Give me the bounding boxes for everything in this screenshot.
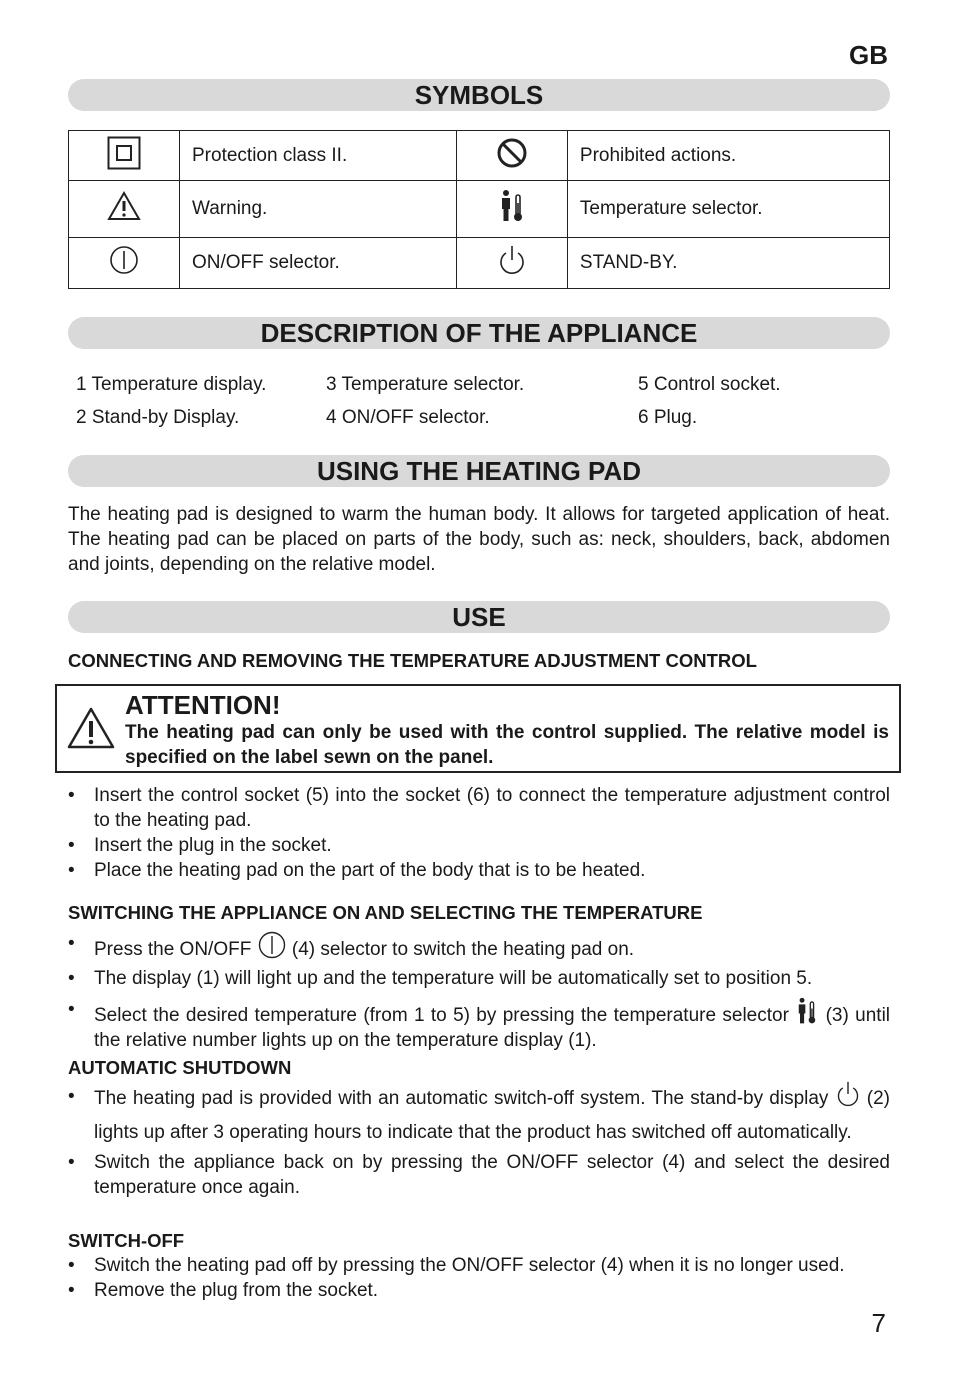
list-text: (3) until the relative number lights up on the temperature display (1).: [94, 1005, 891, 1051]
list-text: (2) lights up after 3 operating hours to indicate that the product has switched off automatically.: [94, 1088, 891, 1143]
symbol-cell: [456, 181, 567, 238]
using-description: The heating pad is designed to warm the human body. It allows for targeted application of heat. The heating pad can be placed on parts of the body, such as: neck, shoulders, back, abdomen and joints, depending on the relative model.: [68, 504, 890, 575]
section-title-use: USE: [68, 601, 890, 633]
temperature-selector-icon: [499, 189, 525, 223]
list-item: • Place the heating pad on the part of the body that is to be heated.: [68, 858, 890, 883]
shutdown-list: [68, 1080, 890, 1200]
attention-box: [55, 684, 901, 773]
part-item: 6 Plug.: [638, 407, 698, 428]
warning-icon: [107, 191, 141, 221]
symbol-cell: [456, 131, 567, 181]
subheading-shutdown: AUTOMATIC SHUTDOWN: [68, 1057, 292, 1078]
subheading-switching: SWITCHING THE APPLIANCE ON AND SELECTING THE TEMPERATURE: [68, 902, 703, 923]
standby-icon: [497, 244, 527, 276]
on-off-icon: [257, 931, 287, 959]
symbols-table: [68, 130, 890, 289]
temperature-selector-icon: [795, 997, 819, 1025]
subheading-switchoff: SWITCH-OFF: [68, 1230, 185, 1251]
list-text: The heating pad is provided with an automatic switch-off system. The stand-by display: [94, 1088, 829, 1109]
list-item: [68, 1080, 890, 1150]
page-number: 7: [871, 1308, 886, 1338]
subheading-connecting: CONNECTING AND REMOVING THE TEMPERATURE ADJUSTMENT CONTROL: [68, 650, 757, 671]
symbol-label: ON/OFF selector.: [180, 238, 457, 289]
symbol-cell: [456, 238, 567, 289]
list-item: • Insert the control socket (5) into the socket (6) to connect the temperature adjustment control to the heating pad.: [68, 783, 890, 833]
list-item: [68, 931, 890, 962]
list-text: Select the desired temperature (from 1 to 5) by pressing the temperature selector: [94, 1005, 789, 1026]
prohibited-icon: [496, 137, 528, 169]
warning-icon: [66, 706, 116, 750]
attention-text: The heating pad can only be used with the control supplied. The relative model is specified on the label sewn on the panel.: [125, 722, 889, 768]
section-title-symbols: SYMBOLS: [68, 79, 890, 111]
part-item: 5 Control socket.: [638, 374, 781, 395]
list-item: • Insert the plug in the socket.: [68, 833, 890, 858]
switchoff-list: [68, 1253, 890, 1303]
list-item: • Switch the heating pad off by pressing the ON/OFF selector (4) when it is no longer used.: [68, 1253, 890, 1278]
symbol-cell: [69, 131, 180, 181]
part-item: 1 Temperature display.: [76, 374, 267, 395]
list-item: • The display (1) will light up and the temperature will be automatically set to position 5.: [68, 966, 890, 991]
part-item: 4 ON/OFF selector.: [326, 407, 490, 428]
symbol-cell: [69, 238, 180, 289]
attention-title: ATTENTION!: [125, 690, 281, 720]
protection-class-ii-icon: [107, 136, 141, 170]
language-code: GB: [849, 40, 888, 70]
symbol-label: STAND-BY.: [567, 238, 889, 289]
section-title-using: USING THE HEATING PAD: [68, 455, 890, 487]
symbol-label: Protection class II.: [180, 131, 457, 181]
connecting-list: [68, 783, 890, 883]
symbol-cell: [69, 181, 180, 238]
on-off-icon: [109, 245, 139, 275]
standby-icon: [835, 1080, 861, 1108]
symbol-label: Prohibited actions.: [567, 131, 889, 181]
list-text: (4) selector to switch the heating pad on.: [291, 939, 635, 960]
part-item: 3 Temperature selector.: [326, 374, 525, 395]
list-item: • Remove the plug from the socket.: [68, 1278, 890, 1303]
part-item: 2 Stand-by Display.: [76, 407, 240, 428]
list-item: [68, 997, 890, 1053]
symbol-label: Temperature selector.: [567, 181, 889, 238]
symbol-label: Warning.: [180, 181, 457, 238]
list-item: • Switch the appliance back on by pressing the ON/OFF selector (4) and select the desired temperature once again.: [68, 1150, 890, 1200]
list-text: Press the ON/OFF: [94, 939, 252, 960]
section-title-description: DESCRIPTION OF THE APPLIANCE: [68, 317, 890, 349]
switching-list: [68, 931, 890, 1053]
